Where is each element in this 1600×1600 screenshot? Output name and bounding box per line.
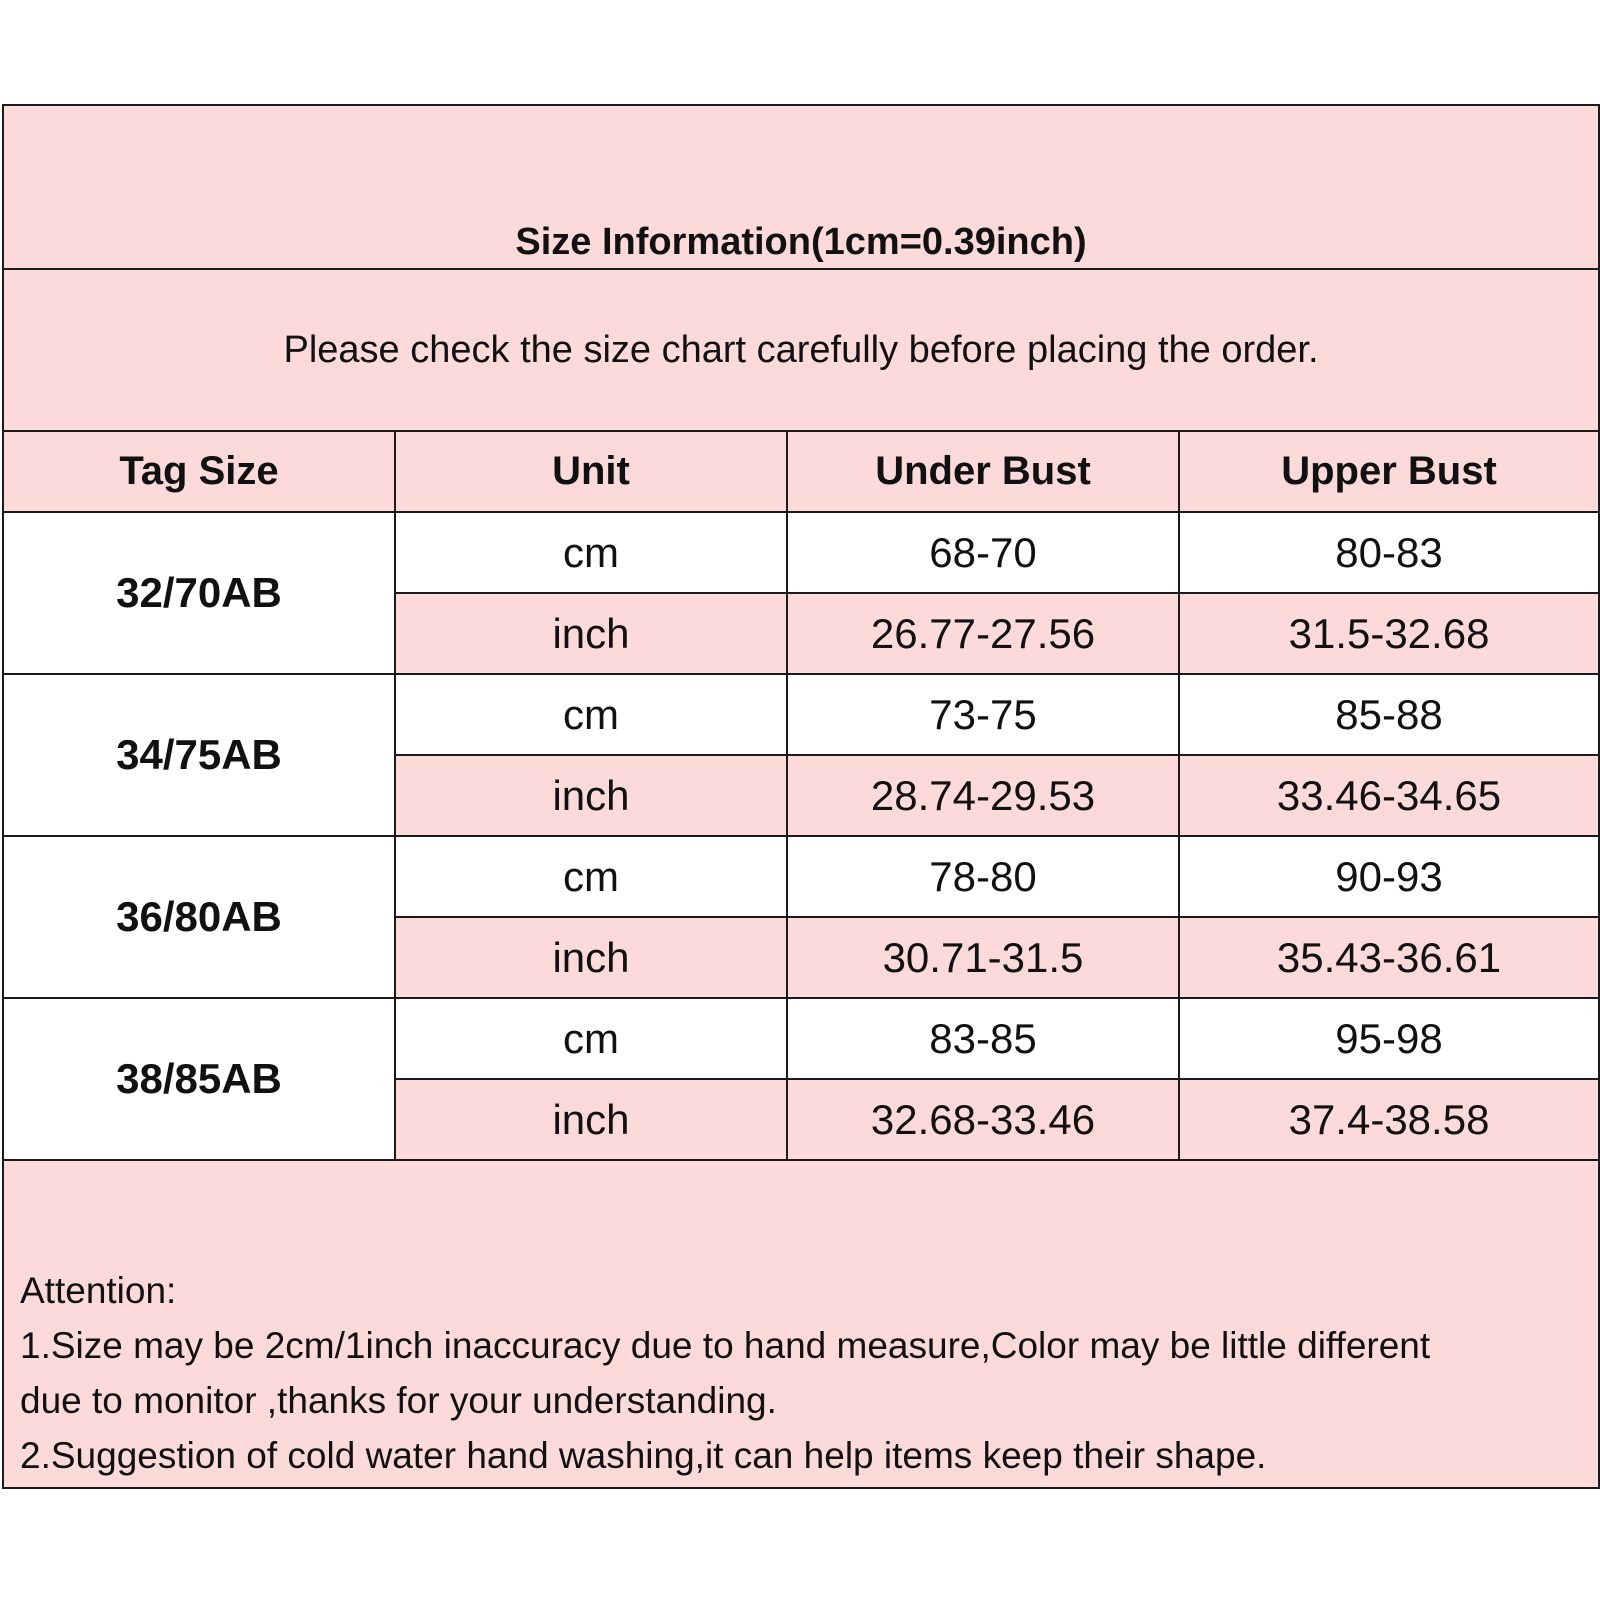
header-tag-size: Tag Size (3, 431, 395, 512)
unit-cell: cm (395, 836, 787, 917)
upper-bust-cell: 31.5-32.68 (1179, 593, 1599, 674)
header-under-bust: Under Bust (787, 431, 1179, 512)
upper-bust-cell: 90-93 (1179, 836, 1599, 917)
upper-bust-cell: 35.43-36.61 (1179, 917, 1599, 998)
unit-cell: cm (395, 998, 787, 1079)
attention-line-1a: 1.Size may be 2cm/1inch inaccuracy due to hand measure,Color may be little different (20, 1325, 1431, 1366)
table-row (3, 512, 1599, 593)
header-unit: Unit (395, 431, 787, 512)
attention-line-2: 2.Suggestion of cold water hand washing,it can help items keep their shape. (20, 1435, 1267, 1476)
tag-size-cell: 32/70AB (3, 512, 395, 674)
under-bust-cell: 68-70 (787, 512, 1179, 593)
under-bust-cell: 32.68-33.46 (787, 1079, 1179, 1160)
unit-cell: cm (395, 512, 787, 593)
upper-bust-cell: 80-83 (1179, 512, 1599, 593)
size-chart-table (2, 104, 1600, 1489)
under-bust-cell: 73-75 (787, 674, 1179, 755)
tag-size-cell: 34/75AB (3, 674, 395, 836)
under-bust-cell: 78-80 (787, 836, 1179, 917)
upper-bust-cell: 95-98 (1179, 998, 1599, 1079)
table-row (3, 674, 1599, 755)
unit-cell: inch (395, 917, 787, 998)
title-cell (3, 105, 1599, 269)
unit-cell: inch (395, 593, 787, 674)
table-row (3, 836, 1599, 917)
attention-heading: Attention: (20, 1270, 177, 1311)
under-bust-cell: 26.77-27.56 (787, 593, 1179, 674)
tag-size-cell: 38/85AB (3, 998, 395, 1160)
under-bust-cell: 30.71-31.5 (787, 917, 1179, 998)
under-bust-cell: 83-85 (787, 998, 1179, 1079)
tag-size-cell: 36/80AB (3, 836, 395, 998)
header-upper-bust: Upper Bust (1179, 431, 1599, 512)
attention-notes (3, 1160, 1599, 1488)
under-bust-cell: 28.74-29.53 (787, 755, 1179, 836)
upper-bust-cell: 85-88 (1179, 674, 1599, 755)
upper-bust-cell: 33.46-34.65 (1179, 755, 1599, 836)
upper-bust-cell: 37.4-38.58 (1179, 1079, 1599, 1160)
unit-cell: cm (395, 674, 787, 755)
page-title: Size Information(1cm=0.39inch) (515, 221, 1087, 263)
unit-cell: inch (395, 1079, 787, 1160)
notice-text: Please check the size chart carefully before placing the order. (3, 269, 1599, 431)
table-row (3, 998, 1599, 1079)
attention-line-1b: due to monitor ,thanks for your understanding. (20, 1380, 777, 1421)
unit-cell: inch (395, 755, 787, 836)
